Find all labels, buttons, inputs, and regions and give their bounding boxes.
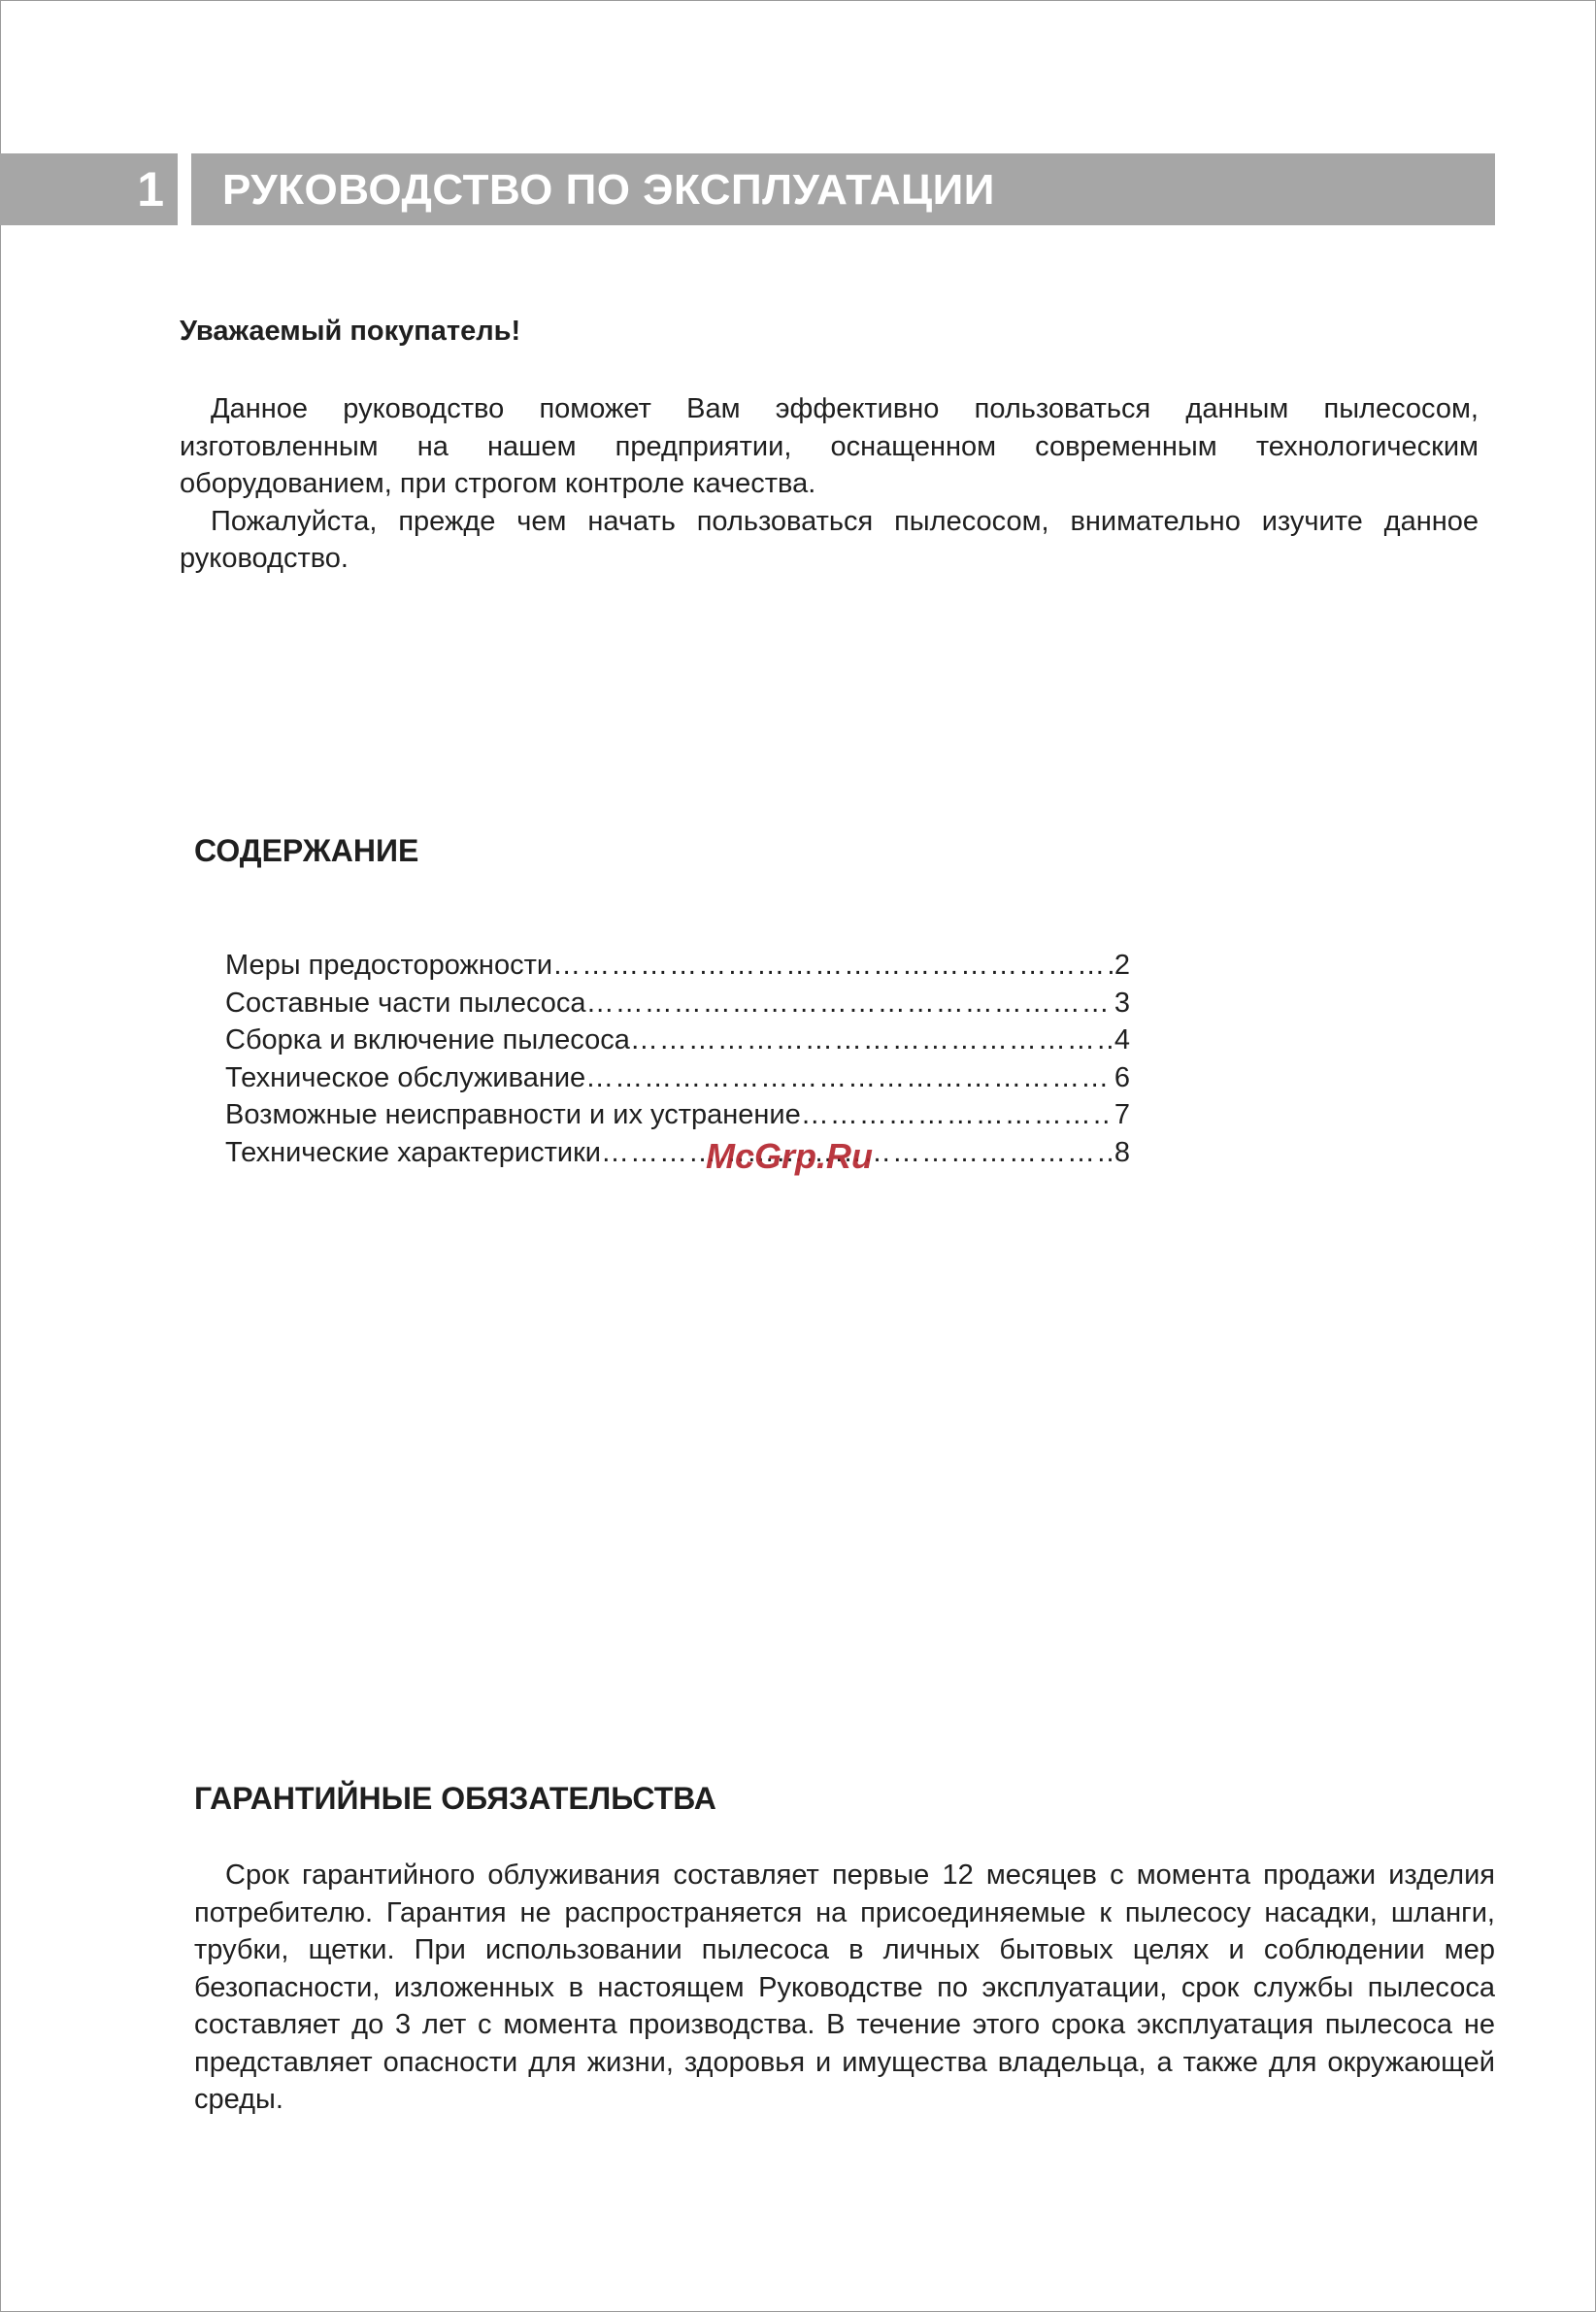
toc-leader-dots xyxy=(552,947,1113,985)
toc-item-page: 3 xyxy=(1114,987,1130,1019)
toc-item[interactable] xyxy=(225,1096,1130,1134)
table-of-contents xyxy=(225,947,1130,1171)
greeting: Уважаемый покупатель! xyxy=(180,316,521,347)
toc-item-page: 6 xyxy=(1114,1061,1130,1093)
toc-item-page: 8 xyxy=(1114,1136,1130,1168)
intro-text xyxy=(180,390,1479,578)
toc-item-label: Техническое обслуживание xyxy=(225,1061,586,1093)
toc-item[interactable] xyxy=(225,947,1130,985)
toc-item[interactable] xyxy=(225,1059,1130,1097)
toc-item-label: Технические характеристики xyxy=(225,1136,601,1168)
intro-paragraph-1: Данное руководство поможет Вам эффективно пользоваться данным пылесосом, изготовленным на нашем предприятии, оснащенном современным технологическим оборудованием, при строгом контроле качества. xyxy=(180,393,1479,499)
toc-leader-dots xyxy=(630,1022,1113,1059)
toc-item-page: 2 xyxy=(1114,950,1130,981)
toc-item-page: 4 xyxy=(1114,1024,1130,1055)
toc-leader-dots xyxy=(801,1096,1113,1134)
toc-leader-dots xyxy=(586,985,1113,1022)
toc-item[interactable] xyxy=(225,1134,1130,1172)
toc-item-label: Сборка и включение пылесоса xyxy=(225,1024,630,1055)
toc-leader-dots xyxy=(585,1059,1113,1097)
section-number: 1 xyxy=(137,162,164,217)
intro-paragraph-2: Пожалуйста, прежде чем начать пользоваться пылесосом, внимательно изучите данное руководство. xyxy=(180,505,1479,574)
toc-item[interactable] xyxy=(225,985,1130,1022)
toc-item-label: Составные части пылесоса xyxy=(225,987,586,1019)
watermark: McGrp.Ru xyxy=(706,1136,874,1176)
toc-item-page: 7 xyxy=(1114,1099,1130,1130)
toc-item-label: Меры предосторожности xyxy=(225,950,553,981)
section-number-bar xyxy=(0,153,178,225)
toc-item-label: Возможные неисправности и их устранение xyxy=(225,1099,801,1130)
section-title-bar xyxy=(191,153,1495,225)
warranty-text: Срок гарантийного облуживания составляет первые 12 месяцев с момента продажи изделия потребителю. Гарантия не распространяется на присоединяемые к пылесосу насадки, шланги, трубки, щетки. При использовании пылесоса в личных бытовых целях и соблюдении мер безопасности, изложенных в настоящем Руководстве по эксплуатации, срок службы пылесоса составляет до 3 лет с момента производства. В течение этого срока эксплуатация пылесоса не представляет опасности для жизни, здоровья и имущества владельца, а также для окружающей среды. xyxy=(194,1860,1495,2115)
warranty-title: ГАРАНТИЙНЫЕ ОБЯЗАТЕЛЬСТВА xyxy=(194,1781,716,1816)
toc-item[interactable] xyxy=(225,1022,1130,1059)
section-title: РУКОВОДСТВО ПО ЭКСПЛУАТАЦИИ xyxy=(222,166,995,214)
toc-title: СОДЕРЖАНИЕ xyxy=(194,833,419,868)
